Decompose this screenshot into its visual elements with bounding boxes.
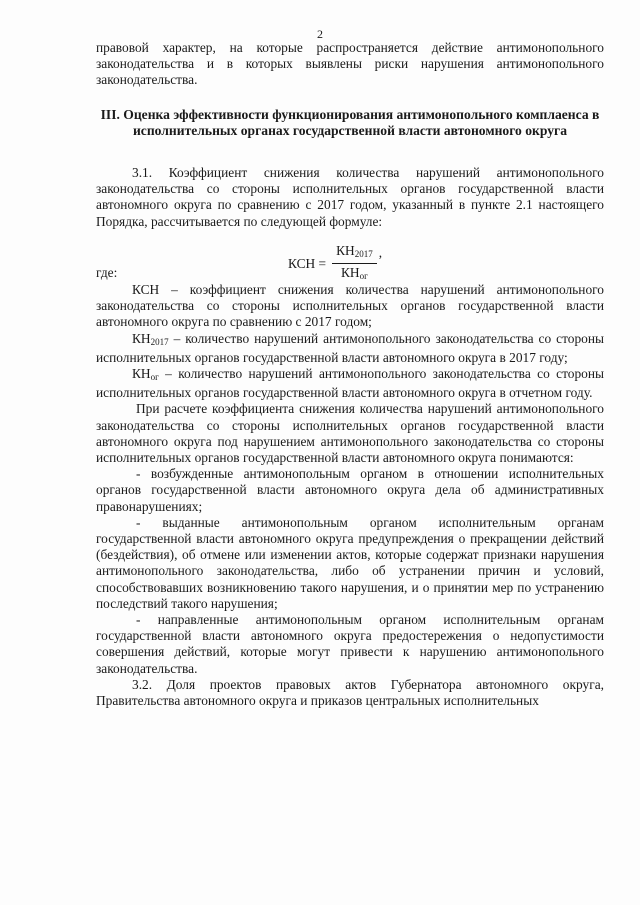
definition-ksn: КСН – коэффициент снижения количества нарушений антимонопольного законодательства со стороны исполнительных органов государственной власти автономного округа по сравнению с 2017 годом; [96,282,604,330]
section-title: III. Оценка эффективности функционирования антимонопольного комплаенса в исполнительных органах государственной власти автономного округа [100,107,600,139]
page-number: 2 [317,27,323,41]
formula-denominator: КНог [341,265,368,281]
intro-text: правовой характер, на которые распространяется действие антимонопольного законодательства и в которых выявлены риски нарушения антимонопольного законодательства. [96,40,604,88]
definitions [96,282,604,709]
paragraph-3-1-text: 3.1. Коэффициент снижения количества нарушений антимонопольного законодательства со стороны исполнительных органов государственной власти автономного округа по сравнению с 2017 годом, указанный в пункте 2.1 настоящего Порядка, рассчитывается по следующей формуле: [96,165,604,229]
definition-kn2017: КН2017 – количество нарушений антимонопольного законодательства со стороны исполнительных органов государственной власти автономного округа в 2017 году; [96,330,604,365]
bullet-item: - возбужденные антимонопольным органом в отношении исполнительных органов государственной власти автономного округа дела об административных правонарушениях; [96,466,604,514]
intro-paragraph [96,40,604,89]
calculation-paragraph: При расчете коэффициента снижения количества нарушений антимонопольного законодательства со стороны исполнительных органов государственной власти автономного округа под нарушением антимонопольного законодательства со стороны исполнительных органов государственной власти автономного округа понимаются: [96,401,604,466]
paragraph-3-1 [96,165,604,230]
formula-trail: , [378,245,383,260]
bullet-item: - выданные антимонопольным органом исполнительным органам государственной власти автономного округа предупреждения о прекращении действий (бездействия), об отмене или изменении актов, которые содержат признаки нарушения антимонопольного законодательства, либо об устранении причин и условий, способствовавших возникновению такого нарушения, и о принятии мер по устранению последствий такого нарушения; [96,514,604,611]
definition-knog: КНог – количество нарушений антимонопольного законодательства со стороны исполнительных органов государственной власти автономного округа в отчетном году. [96,366,604,401]
paragraph-3-2: 3.2. Доля проектов правовых актов Губернатора автономного округа, Правительства автономного округа и приказов центральных исполнительных [96,676,604,709]
formula-numerator: КН2017 [332,243,377,264]
bullet-item: - направленные антимонопольным органом исполнительным органам государственной власти автономного округа предостережения о недопустимости совершения действий, которые могут привести к нарушению антимонопольного законодательства. [96,612,604,676]
formula-lhs: КСН = [288,255,327,271]
where-label: где: [96,265,118,280]
